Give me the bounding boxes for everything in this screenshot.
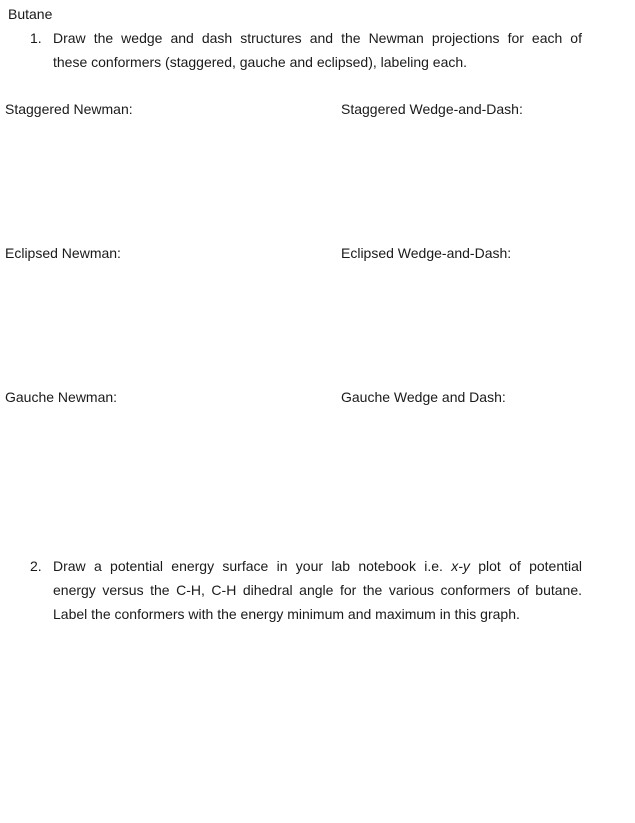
question-2-text-line-3: Label the conformers with the energy minimum and maximum in this graph.: [53, 606, 520, 622]
gauche-wedge-dash-label: Gauche Wedge and Dash:: [341, 389, 506, 405]
question-2-line-1-post: plot of potential: [478, 558, 583, 574]
question-1-text-line-2: these conformers (staggered, gauche and eclipsed), labeling each.: [53, 54, 468, 70]
question-2-line-1-italic: x-y: [451, 558, 470, 574]
question-1-number: 1.: [30, 30, 42, 46]
question-2-text-line-1: [53, 558, 582, 574]
staggered-newman-label: Staggered Newman:: [5, 101, 133, 117]
question-2-text-line-2: energy versus the C-H, C-H dihedral angle for the various conformers of butane.: [53, 582, 582, 598]
staggered-wedge-dash-label: Staggered Wedge-and-Dash:: [341, 101, 523, 117]
eclipsed-newman-label: Eclipsed Newman:: [5, 245, 121, 261]
question-2-number: 2.: [30, 558, 42, 574]
question-1-text-line-1: Draw the wedge and dash structures and the Newman projections for each of: [53, 30, 582, 46]
question-2-line-1-pre: Draw a potential energy surface in your lab notebook i.e.: [53, 558, 443, 574]
eclipsed-wedge-dash-label: Eclipsed Wedge-and-Dash:: [341, 245, 512, 261]
document-title: Butane: [8, 6, 53, 22]
gauche-newman-label: Gauche Newman:: [5, 389, 118, 405]
